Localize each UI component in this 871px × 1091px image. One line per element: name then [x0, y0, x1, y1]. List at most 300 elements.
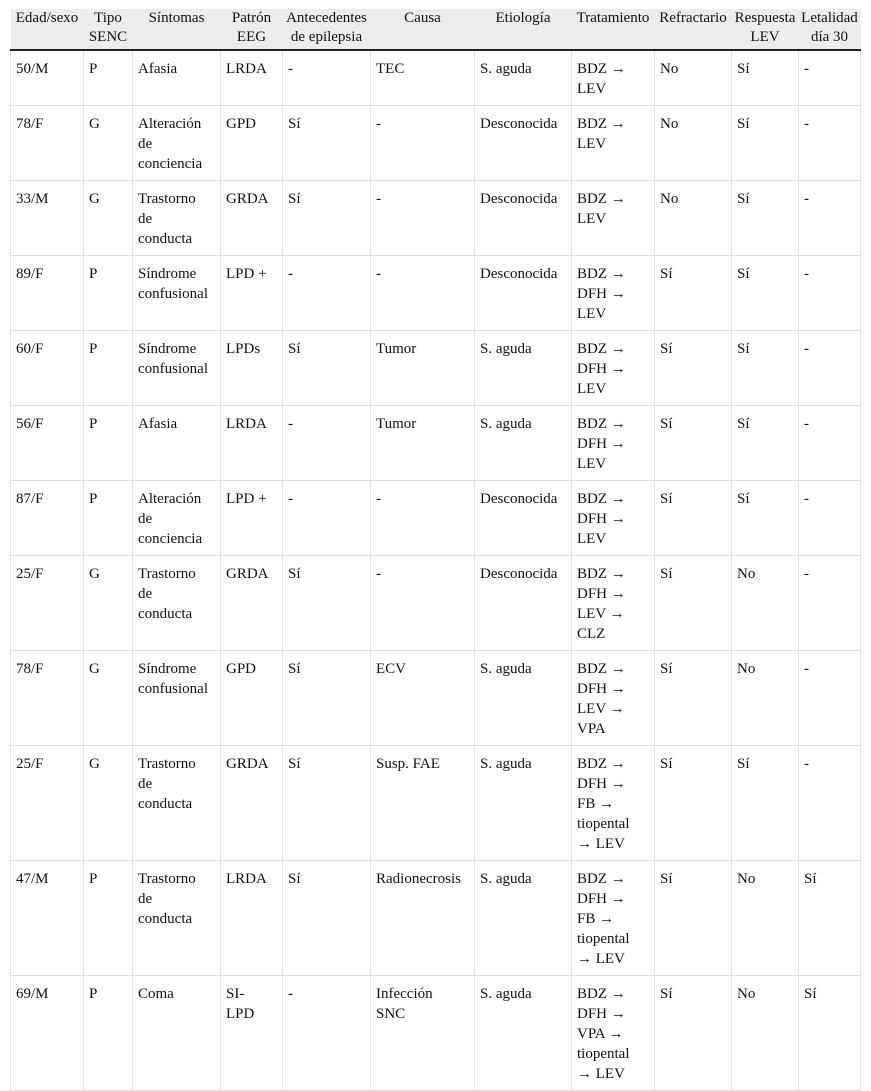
cell-letalidad [799, 481, 861, 556]
cell-respuesta-lev [732, 50, 799, 106]
cell-text: 50/M [16, 61, 49, 77]
cell-text: Sí [660, 266, 673, 282]
cell-antecedentes [283, 746, 371, 861]
cell-text: - [804, 566, 809, 582]
cell-text: GRDA [226, 566, 269, 582]
cell-patron-eeg [221, 651, 283, 746]
cell-patron-eeg [221, 481, 283, 556]
cell-tratamiento [572, 406, 655, 481]
cell-antecedentes [283, 181, 371, 256]
cell-text: 60/F [16, 341, 44, 357]
cell-text: - [376, 116, 381, 132]
cell-patron-eeg [221, 861, 283, 976]
cell-text: Afasia [138, 61, 178, 77]
cell-text: - [804, 341, 809, 357]
cell-text: Desconocida [480, 116, 558, 132]
header-text: Tratamiento [576, 10, 650, 26]
cell-text: Sí [737, 756, 750, 772]
cell-text: → LEV [577, 951, 625, 967]
cell-text: LEV → [577, 606, 625, 622]
cell-text: Susp. FAE [376, 756, 440, 772]
cell-text: 69/M [16, 986, 49, 1002]
cell-text: No [660, 191, 679, 207]
cell-text: FB → [577, 911, 615, 927]
cell-sintomas [133, 50, 221, 106]
cell-text: LPD + [226, 266, 267, 282]
cell-text: de [138, 776, 153, 792]
cell-text: LPD [226, 1006, 255, 1022]
cell-refractario [655, 50, 732, 106]
cell-text: Síndrome [138, 341, 197, 357]
table-row [11, 106, 861, 181]
header-text: Respuesta [734, 10, 796, 26]
cell-respuesta-lev [732, 976, 799, 1091]
header-refractario [655, 9, 732, 50]
cell-text: BDZ → [577, 986, 626, 1002]
cell-refractario [655, 976, 732, 1091]
cell-causa [371, 256, 475, 331]
cell-respuesta-lev [732, 746, 799, 861]
cell-edad-sexo [11, 406, 84, 481]
cell-text: LEV [577, 81, 607, 97]
cell-text: No [660, 116, 679, 132]
cell-refractario [655, 406, 732, 481]
header-respuesta-lev [732, 9, 799, 50]
cell-text: - [804, 491, 809, 507]
cell-tratamiento [572, 481, 655, 556]
cell-edad-sexo [11, 651, 84, 746]
cell-refractario [655, 106, 732, 181]
cell-text: G [89, 191, 100, 207]
cell-tipo-senc [84, 861, 133, 976]
cell-letalidad [799, 406, 861, 481]
cell-refractario [655, 181, 732, 256]
cell-causa [371, 651, 475, 746]
cell-text: GRDA [226, 191, 269, 207]
cell-patron-eeg [221, 406, 283, 481]
cell-text: DFH → [577, 776, 626, 792]
cell-antecedentes [283, 331, 371, 406]
cell-sintomas [133, 256, 221, 331]
cell-text: Sí [660, 416, 673, 432]
cell-text: Desconocida [480, 266, 558, 282]
cell-respuesta-lev [732, 556, 799, 651]
header-text: EEG [236, 29, 267, 45]
cell-text: S. aguda [480, 341, 532, 357]
cell-text: P [89, 266, 98, 282]
cell-text: GPD [226, 116, 257, 132]
cell-letalidad [799, 331, 861, 406]
table-header [11, 9, 861, 50]
cell-text: Sí [288, 661, 301, 677]
cell-text: Radionecrosis [376, 871, 461, 887]
cell-text: BDZ → [577, 416, 626, 432]
cell-text: P [89, 871, 98, 887]
cell-text: S. aguda [480, 871, 532, 887]
cell-text: No [737, 566, 756, 582]
cell-refractario [655, 481, 732, 556]
cell-text: Sí [288, 871, 301, 887]
cell-text: LEV [577, 381, 607, 397]
cell-tipo-senc [84, 106, 133, 181]
table-row [11, 406, 861, 481]
cell-tratamiento [572, 746, 655, 861]
cell-text: Desconocida [480, 191, 558, 207]
cell-text: Sí [660, 491, 673, 507]
header-text: Antecedentes [286, 10, 367, 26]
cell-patron-eeg [221, 976, 283, 1091]
cell-antecedentes [283, 976, 371, 1091]
cell-text: Tumor [376, 416, 417, 432]
cell-text: de [138, 586, 153, 602]
cell-text: - [804, 266, 809, 282]
cell-text: P [89, 491, 98, 507]
cell-text: Trastorno [138, 756, 196, 772]
cell-letalidad [799, 976, 861, 1091]
cell-text: S. aguda [480, 986, 532, 1002]
cell-etiologia [475, 181, 572, 256]
cell-letalidad [799, 106, 861, 181]
cell-tipo-senc [84, 746, 133, 861]
cell-text: G [89, 661, 100, 677]
table-row [11, 481, 861, 556]
cell-tratamiento [572, 651, 655, 746]
cell-letalidad [799, 50, 861, 106]
cell-text: - [288, 986, 293, 1002]
cell-text: LEV → [577, 701, 625, 717]
cell-patron-eeg [221, 556, 283, 651]
cell-text: S. aguda [480, 61, 532, 77]
cell-causa [371, 331, 475, 406]
cell-causa [371, 406, 475, 481]
cell-text: Sí [737, 416, 750, 432]
header-edad-sexo [11, 9, 84, 50]
cell-text: BDZ → [577, 61, 626, 77]
cell-text: Sí [660, 756, 673, 772]
cell-edad-sexo [11, 181, 84, 256]
cell-antecedentes [283, 861, 371, 976]
cell-causa [371, 181, 475, 256]
cell-text: Síndrome [138, 661, 197, 677]
cell-patron-eeg [221, 256, 283, 331]
header-antecedentes [283, 9, 371, 50]
cell-etiologia [475, 651, 572, 746]
cell-text: Sí [288, 191, 301, 207]
cell-text: 78/F [16, 116, 44, 132]
cell-text: ECV [376, 661, 406, 677]
cell-sintomas [133, 976, 221, 1091]
cell-letalidad [799, 746, 861, 861]
cell-tipo-senc [84, 50, 133, 106]
header-text: Tipo [94, 10, 122, 26]
cell-tratamiento [572, 331, 655, 406]
cell-tipo-senc [84, 181, 133, 256]
cell-text: Trastorno [138, 871, 196, 887]
cell-text: TEC [376, 61, 405, 77]
cell-text: BDZ → [577, 661, 626, 677]
cell-text: 25/F [16, 566, 44, 582]
cell-text: confusional [138, 286, 208, 302]
cell-letalidad [799, 181, 861, 256]
cell-text: DFH → [577, 511, 626, 527]
cell-text: de [138, 511, 153, 527]
cell-text: BDZ → [577, 116, 626, 132]
cell-text: Desconocida [480, 566, 558, 582]
cell-text: Sí [660, 341, 673, 357]
cell-tipo-senc [84, 651, 133, 746]
cell-text: DFH → [577, 286, 626, 302]
table-row [11, 651, 861, 746]
cell-tipo-senc [84, 976, 133, 1091]
cell-antecedentes [283, 256, 371, 331]
cell-refractario [655, 651, 732, 746]
cell-sintomas [133, 746, 221, 861]
cell-text: Sí [737, 116, 750, 132]
cell-text: CLZ [577, 626, 606, 642]
cell-respuesta-lev [732, 651, 799, 746]
cell-refractario [655, 861, 732, 976]
cell-text: - [288, 491, 293, 507]
cell-patron-eeg [221, 50, 283, 106]
cell-text: - [376, 266, 381, 282]
cell-text: - [288, 416, 293, 432]
cell-causa [371, 556, 475, 651]
cell-sintomas [133, 406, 221, 481]
cell-text: conducta [138, 911, 193, 927]
cell-text: LRDA [226, 871, 267, 887]
table-row [11, 556, 861, 651]
cell-etiologia [475, 331, 572, 406]
header-text: Letalidad [801, 10, 858, 26]
header-letalidad [799, 9, 861, 50]
cell-patron-eeg [221, 746, 283, 861]
cell-edad-sexo [11, 331, 84, 406]
header-causa [371, 9, 475, 50]
cell-text: confusional [138, 681, 208, 697]
cell-antecedentes [283, 406, 371, 481]
cell-tratamiento [572, 861, 655, 976]
cell-etiologia [475, 50, 572, 106]
cell-sintomas [133, 481, 221, 556]
cell-text: P [89, 416, 98, 432]
cell-text: No [737, 871, 756, 887]
cell-etiologia [475, 556, 572, 651]
cell-text: G [89, 566, 100, 582]
cell-text: DFH → [577, 586, 626, 602]
cell-text: DFH → [577, 681, 626, 697]
cell-sintomas [133, 651, 221, 746]
clinical-cases-table [10, 9, 861, 1091]
cell-text: de [138, 891, 153, 907]
cell-text: conciencia [138, 531, 203, 547]
cell-text: Coma [138, 986, 174, 1002]
cell-text: tiopental [577, 1046, 630, 1062]
cell-text: conducta [138, 231, 193, 247]
cell-text: LRDA [226, 61, 267, 77]
header-patron-eeg [221, 9, 283, 50]
cell-edad-sexo [11, 50, 84, 106]
cell-text: de [138, 136, 153, 152]
cell-etiologia [475, 746, 572, 861]
cell-text: LEV [577, 136, 607, 152]
header-text: SENC [88, 29, 128, 45]
cell-text: BDZ → [577, 871, 626, 887]
cell-letalidad [799, 861, 861, 976]
table-row [11, 50, 861, 106]
cell-text: confusional [138, 361, 208, 377]
cell-text: G [89, 116, 100, 132]
cell-text: Sí [737, 341, 750, 357]
cell-text: S. aguda [480, 756, 532, 772]
table-row [11, 181, 861, 256]
table-row [11, 861, 861, 976]
cell-text: 87/F [16, 491, 44, 507]
cell-tratamiento [572, 106, 655, 181]
cell-tipo-senc [84, 481, 133, 556]
cell-text: 47/M [16, 871, 49, 887]
cell-text: Sí [288, 756, 301, 772]
header-tipo-senc [84, 9, 133, 50]
table-container [10, 9, 860, 1091]
cell-text: LEV [577, 306, 607, 322]
cell-text: SNC [376, 1006, 406, 1022]
cell-antecedentes [283, 651, 371, 746]
cell-sintomas [133, 556, 221, 651]
header-text: Refractario [659, 10, 727, 26]
cell-tratamiento [572, 976, 655, 1091]
cell-text: BDZ → [577, 266, 626, 282]
cell-text: - [804, 61, 809, 77]
cell-text: DFH → [577, 891, 626, 907]
cell-text: 25/F [16, 756, 44, 772]
cell-text: No [737, 661, 756, 677]
cell-text: Sí [804, 871, 817, 887]
cell-text: BDZ → [577, 341, 626, 357]
cell-antecedentes [283, 556, 371, 651]
cell-tratamiento [572, 50, 655, 106]
cell-text: Sí [288, 341, 301, 357]
cell-text: Alteración [138, 116, 202, 132]
cell-edad-sexo [11, 481, 84, 556]
cell-letalidad [799, 651, 861, 746]
cell-text: Sí [737, 266, 750, 282]
cell-text: Sí [660, 566, 673, 582]
cell-edad-sexo [11, 746, 84, 861]
cell-respuesta-lev [732, 481, 799, 556]
cell-text: BDZ → [577, 191, 626, 207]
cell-text: DFH → [577, 436, 626, 452]
cell-tratamiento [572, 181, 655, 256]
cell-edad-sexo [11, 256, 84, 331]
cell-text: No [660, 61, 679, 77]
cell-text: Sí [737, 191, 750, 207]
cell-causa [371, 746, 475, 861]
cell-antecedentes [283, 481, 371, 556]
header-text: Causa [404, 10, 441, 26]
cell-refractario [655, 556, 732, 651]
cell-etiologia [475, 976, 572, 1091]
cell-text: - [804, 661, 809, 677]
cell-text: de [138, 211, 153, 227]
header-text: Patrón [231, 10, 272, 26]
cell-refractario [655, 256, 732, 331]
cell-text: P [89, 61, 98, 77]
table-row [11, 976, 861, 1091]
cell-tratamiento [572, 556, 655, 651]
cell-respuesta-lev [732, 106, 799, 181]
header-text: día 30 [810, 29, 849, 45]
cell-respuesta-lev [732, 181, 799, 256]
cell-text: FB → [577, 796, 615, 812]
cell-text: Sí [660, 871, 673, 887]
cell-text: Sí [660, 661, 673, 677]
cell-text: S. aguda [480, 416, 532, 432]
cell-etiologia [475, 861, 572, 976]
cell-text: BDZ → [577, 491, 626, 507]
cell-text: Síndrome [138, 266, 197, 282]
cell-text: GRDA [226, 756, 269, 772]
cell-text: → LEV [577, 1066, 625, 1082]
cell-sintomas [133, 861, 221, 976]
cell-text: Tumor [376, 341, 417, 357]
cell-patron-eeg [221, 106, 283, 181]
cell-etiologia [475, 106, 572, 181]
cell-text: P [89, 986, 98, 1002]
cell-text: GPD [226, 661, 257, 677]
cell-text: LEV [577, 456, 607, 472]
header-text: Edad/sexo [15, 10, 79, 26]
cell-patron-eeg [221, 331, 283, 406]
cell-tipo-senc [84, 256, 133, 331]
cell-text: 56/F [16, 416, 44, 432]
header-text: Etiología [495, 10, 551, 26]
header-text: Síntomas [148, 10, 205, 26]
cell-tipo-senc [84, 331, 133, 406]
cell-text: Sí [737, 61, 750, 77]
cell-text: tiopental [577, 931, 630, 947]
cell-text: LPD + [226, 491, 267, 507]
cell-text: conducta [138, 606, 193, 622]
table-row [11, 256, 861, 331]
cell-causa [371, 976, 475, 1091]
cell-causa [371, 481, 475, 556]
cell-patron-eeg [221, 181, 283, 256]
cell-text: conducta [138, 796, 193, 812]
cell-text: DFH → [577, 361, 626, 377]
cell-text: - [804, 116, 809, 132]
cell-text: - [288, 61, 293, 77]
cell-text: Afasia [138, 416, 178, 432]
cell-text: Desconocida [480, 491, 558, 507]
cell-text: BDZ → [577, 756, 626, 772]
cell-edad-sexo [11, 976, 84, 1091]
header-row [11, 9, 861, 50]
cell-respuesta-lev [732, 256, 799, 331]
table-row [11, 331, 861, 406]
header-sintomas [133, 9, 221, 50]
cell-text: Alteración [138, 491, 202, 507]
cell-antecedentes [283, 50, 371, 106]
cell-tipo-senc [84, 556, 133, 651]
cell-edad-sexo [11, 106, 84, 181]
cell-text: P [89, 341, 98, 357]
cell-text: Trastorno [138, 191, 196, 207]
cell-text: Sí [660, 986, 673, 1002]
cell-causa [371, 861, 475, 976]
cell-text: Trastorno [138, 566, 196, 582]
cell-text: LRDA [226, 416, 267, 432]
cell-tipo-senc [84, 406, 133, 481]
